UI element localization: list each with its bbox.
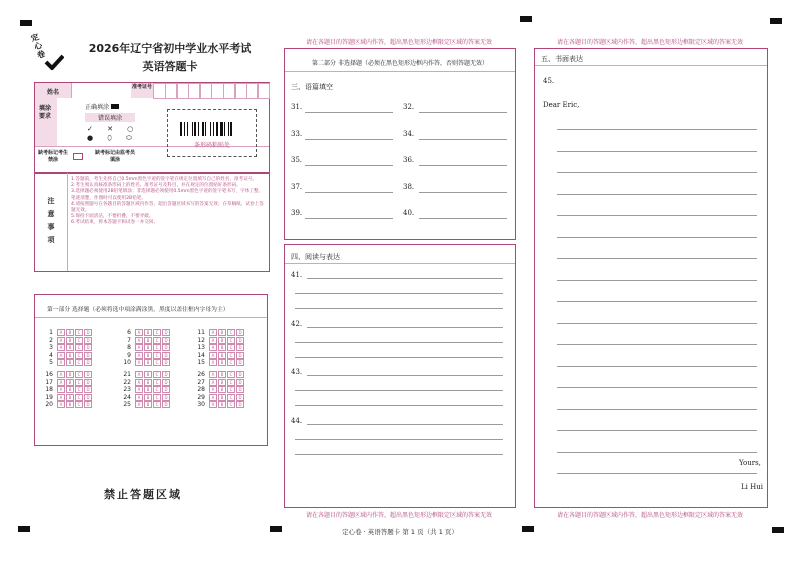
boundary-warning: 请在各题目的答题区域内作答，超出黑色矩形边框限定区域的答案无效: [556, 39, 743, 46]
choice-question-row: [195, 401, 245, 408]
choice-bubble[interactable]: B: [144, 337, 152, 344]
choice-bubble[interactable]: B: [66, 359, 74, 366]
registration-mark: [18, 526, 30, 532]
choice-question-number: 8: [127, 344, 131, 351]
choice-bubble[interactable]: A: [209, 386, 217, 393]
choice-question-number: 12: [197, 336, 205, 344]
exam-number-cell[interactable]: [257, 83, 270, 99]
choice-question-number: 27: [197, 378, 205, 386]
registration-mark: [522, 526, 534, 532]
choice-bubble[interactable]: D: [84, 329, 92, 336]
choice-bubble[interactable]: D: [236, 359, 244, 366]
exam-number-field[interactable]: [153, 83, 269, 98]
writing-line[interactable]: [557, 323, 757, 324]
choice-bubble[interactable]: C: [153, 401, 161, 408]
choice-bubble[interactable]: C: [153, 386, 161, 393]
choice-bubble[interactable]: A: [57, 359, 65, 366]
choice-bubble[interactable]: D: [84, 371, 92, 378]
choice-bubble[interactable]: D: [236, 394, 244, 401]
choice-question-row: [121, 394, 171, 401]
choice-question-row: [195, 359, 245, 366]
choice-question-number: 17: [45, 378, 53, 386]
registration-mark: [270, 526, 282, 532]
choice-bubble[interactable]: B: [66, 371, 74, 378]
choice-bubble[interactable]: A: [135, 371, 143, 378]
letter-greeting: Dear Eric,: [543, 101, 580, 109]
choice-bubble[interactable]: A: [57, 329, 65, 336]
choice-question-row: [195, 337, 245, 344]
choice-bubble[interactable]: A: [135, 329, 143, 336]
choice-question-row: [121, 352, 171, 359]
choice-bubble[interactable]: A: [57, 344, 65, 351]
choice-bubble[interactable]: D: [162, 329, 170, 336]
part2-title: 第二部分 非选择题（必须在黑色矩形边框内作答，否则答题无效）: [312, 60, 488, 67]
choice-question-number: 10: [123, 359, 131, 366]
choice-bubble[interactable]: D: [84, 401, 92, 408]
answer-line[interactable]: [295, 308, 503, 309]
question-number: 35.: [291, 156, 303, 164]
choice-question-row: [121, 359, 171, 366]
name-label: 姓名: [46, 89, 59, 96]
writing-line[interactable]: [557, 151, 757, 152]
choice-bubble[interactable]: D: [236, 344, 244, 351]
writing-line[interactable]: [557, 366, 757, 367]
choice-bubble[interactable]: C: [75, 379, 83, 386]
choice-question-row: [121, 401, 171, 408]
choice-question-number: 6: [127, 329, 131, 336]
card-subtitle: 英语答题卡: [142, 60, 198, 73]
writing-line[interactable]: [557, 258, 757, 259]
section5-block: [534, 48, 768, 508]
choice-bubble[interactable]: A: [209, 352, 217, 359]
question-number: 36.: [403, 156, 415, 164]
question-number: 37.: [291, 182, 303, 191]
answer-line[interactable]: [295, 439, 503, 440]
choice-question-number: 24: [123, 393, 131, 401]
choice-bubble[interactable]: A: [57, 379, 65, 386]
choice-bubble[interactable]: D: [162, 394, 170, 401]
choice-question-row: [121, 337, 171, 344]
choice-bubble[interactable]: B: [218, 371, 226, 378]
choice-bubble[interactable]: B: [144, 329, 152, 336]
letter-signature: Li Hui: [741, 483, 763, 491]
choice-question-row: [43, 371, 93, 378]
choice-bubble[interactable]: C: [75, 371, 83, 378]
choice-bubble[interactable]: D: [84, 394, 92, 401]
choice-question-row: [43, 386, 93, 393]
correct-fill-label: 正确填涂: [85, 102, 119, 111]
choice-bubble[interactable]: B: [144, 359, 152, 366]
choice-bubble[interactable]: A: [135, 344, 143, 351]
choice-bubble[interactable]: C: [75, 401, 83, 408]
writing-line[interactable]: [557, 430, 757, 431]
choice-question-number: 9: [127, 351, 131, 359]
choice-bubble[interactable]: C: [227, 352, 235, 359]
choice-bubble[interactable]: C: [227, 337, 235, 344]
letter-closing: Yours,: [739, 459, 761, 467]
choice-bubble[interactable]: B: [218, 329, 226, 336]
question-number: 43.: [291, 368, 303, 376]
choice-bubble[interactable]: C: [153, 337, 161, 344]
choice-bubble[interactable]: A: [135, 359, 143, 366]
choice-bubble[interactable]: D: [84, 359, 92, 366]
choice-bubble[interactable]: C: [227, 359, 235, 366]
section5-title: 五、书面表达: [541, 55, 583, 63]
choice-question-number: 3: [49, 344, 53, 351]
note-item: 6.考试结束，将本答题卡和试卷一并交回。: [71, 220, 159, 226]
choice-bubble[interactable]: C: [227, 394, 235, 401]
choice-question-number: 20: [45, 401, 53, 408]
choice-bubble[interactable]: B: [218, 386, 226, 393]
info-block: [34, 82, 270, 174]
choice-question-row: [43, 401, 93, 408]
question-number: 38.: [403, 182, 415, 191]
choice-bubble[interactable]: B: [144, 344, 152, 351]
choice-bubble[interactable]: B: [218, 394, 226, 401]
choice-question-row: [43, 329, 93, 336]
answer-line[interactable]: [305, 192, 393, 193]
choice-question-number: 13: [197, 344, 205, 351]
registration-mark: [770, 18, 782, 24]
brand-logo: 定心卷: [34, 32, 68, 74]
choice-bubble[interactable]: D: [236, 337, 244, 344]
choice-question-number: 26: [197, 371, 205, 378]
choice-bubble[interactable]: A: [135, 386, 143, 393]
choice-question-row: [121, 386, 171, 393]
choice-bubble[interactable]: A: [135, 394, 143, 401]
choice-bubble[interactable]: C: [75, 337, 83, 344]
answer-line[interactable]: [295, 293, 503, 294]
answer-line[interactable]: [307, 327, 503, 328]
choice-bubble[interactable]: C: [153, 344, 161, 351]
writing-line[interactable]: [557, 194, 757, 195]
choice-question-row: [43, 379, 93, 386]
choice-question-row: [43, 359, 93, 366]
choice-bubble[interactable]: A: [135, 352, 143, 359]
choice-bubble[interactable]: C: [75, 359, 83, 366]
note-item: 4.请按照题号在各题目的答题区域内作答，超出答题区域书写的答案无效；在草稿纸、试卷上答题无效。: [71, 201, 264, 214]
choice-bubble[interactable]: B: [66, 344, 74, 351]
choice-bubble[interactable]: C: [227, 371, 235, 378]
choice-bubble[interactable]: C: [153, 359, 161, 366]
choice-bubble[interactable]: C: [153, 394, 161, 401]
answer-line[interactable]: [419, 192, 507, 193]
page-footer: 定心卷 · 英语答题卡 第 1 页（共 1 页）: [342, 528, 458, 536]
choice-bubble[interactable]: D: [162, 337, 170, 344]
section4-title: 四、阅读与表达: [291, 253, 340, 261]
choice-bubble[interactable]: C: [75, 386, 83, 393]
registration-mark: [772, 527, 784, 533]
answer-line[interactable]: [307, 424, 503, 425]
choice-bubble[interactable]: D: [162, 344, 170, 351]
choice-bubble[interactable]: B: [66, 329, 74, 336]
choice-question-row: [195, 386, 245, 393]
writing-line[interactable]: [557, 301, 757, 302]
writing-line[interactable]: [557, 387, 757, 388]
question-number: 39.: [291, 209, 303, 217]
choice-bubble[interactable]: A: [57, 401, 65, 408]
writing-line[interactable]: [557, 452, 757, 453]
choice-question-number: 7: [127, 336, 131, 344]
choice-bubble[interactable]: B: [66, 401, 74, 408]
choice-question-row: [43, 394, 93, 401]
barcode-area: [167, 109, 257, 157]
choice-bubble[interactable]: A: [209, 344, 217, 351]
choice-question-row: [121, 371, 171, 378]
question-number: 33.: [291, 129, 303, 138]
question-number: 31.: [291, 103, 303, 111]
part1-choice-block: [34, 294, 268, 446]
writing-line[interactable]: [557, 129, 757, 130]
question-number: 45.: [543, 77, 555, 85]
choice-question-number: 29: [197, 393, 205, 401]
absent-checkbox[interactable]: [73, 153, 83, 160]
choice-bubble[interactable]: A: [135, 337, 143, 344]
choice-question-row: [195, 371, 245, 378]
note-item: 3.选择题必须使用2B铅笔填涂；非选择题必须使用0.5mm黑色字迹的签字笔书写，字体工整、笔迹清楚，作图时可以使用2B铅笔。: [71, 189, 264, 201]
question-number: 44.: [291, 416, 303, 425]
choice-question-row: [195, 352, 245, 359]
choice-bubble[interactable]: C: [227, 344, 235, 351]
registration-mark: [520, 16, 532, 22]
choice-question-number: 15: [197, 359, 205, 366]
choice-bubble[interactable]: C: [227, 379, 235, 386]
writing-line[interactable]: [557, 215, 757, 216]
choice-bubble[interactable]: B: [144, 394, 152, 401]
choice-bubble[interactable]: B: [66, 394, 74, 401]
section4-block: [284, 244, 516, 508]
choice-bubble[interactable]: C: [153, 329, 161, 336]
note-item: 2.考生须认真核准条形码上的姓名、准考证号及科目，并在规定的位置贴好条形码。: [71, 183, 241, 189]
forbidden-area-label: 禁止答题区域: [104, 488, 182, 501]
choice-question-number: 21: [123, 371, 131, 378]
exam-no-label: 准考证号: [131, 84, 152, 90]
answer-line[interactable]: [295, 454, 503, 455]
choice-bubble[interactable]: D: [236, 329, 244, 336]
answer-line[interactable]: [419, 139, 507, 140]
question-number: 34.: [403, 129, 415, 138]
choice-question-row: [43, 344, 93, 351]
name-field[interactable]: [71, 83, 132, 98]
choice-question-number: 11: [197, 329, 205, 336]
choice-question-row: [43, 337, 93, 344]
choice-question-number: 28: [197, 386, 205, 393]
choice-bubble[interactable]: A: [57, 352, 65, 359]
choice-bubble[interactable]: D: [162, 386, 170, 393]
choice-bubble[interactable]: A: [209, 379, 217, 386]
boundary-warning: 请在各题目的答题区域内作答，超出黑色矩形边框限定区域的答案无效: [556, 512, 743, 519]
question-number: 42.: [291, 319, 303, 328]
choice-bubble[interactable]: D: [162, 371, 170, 378]
writing-line[interactable]: [557, 473, 757, 474]
choice-bubble[interactable]: C: [153, 371, 161, 378]
choice-question-row: [195, 379, 245, 386]
section3-title: 三、语篇填空: [291, 83, 333, 91]
choice-bubble[interactable]: C: [75, 344, 83, 351]
answer-line[interactable]: [307, 278, 503, 279]
choice-bubble[interactable]: B: [144, 386, 152, 393]
choice-question-number: 16: [45, 371, 53, 378]
choice-bubble[interactable]: A: [57, 337, 65, 344]
choice-bubble[interactable]: A: [57, 386, 65, 393]
choice-question-number: 4: [49, 351, 53, 359]
choice-bubble[interactable]: B: [218, 337, 226, 344]
answer-line[interactable]: [419, 165, 507, 166]
choice-question-row: [43, 352, 93, 359]
choice-bubble[interactable]: B: [218, 401, 226, 408]
choice-bubble[interactable]: A: [209, 359, 217, 366]
answer-line[interactable]: [295, 390, 503, 391]
wrong-fill-label: 错误填涂: [85, 113, 135, 122]
fill-rules-label: 填涂要求: [39, 105, 52, 120]
choice-bubble[interactable]: B: [66, 337, 74, 344]
choice-grid: [35, 295, 267, 445]
section3-block: [284, 48, 516, 240]
boundary-warning: 请在各题目的答题区域内作答，超出黑色矩形边框限定区域的答案无效: [305, 512, 492, 519]
boundary-warning: 请在各题目的答题区域内作答，超出黑色矩形边框限定区域的答案无效: [305, 39, 492, 46]
answer-line[interactable]: [305, 139, 393, 140]
notes-block: [34, 172, 270, 272]
choice-question-row: [195, 344, 245, 351]
choice-bubble[interactable]: C: [75, 352, 83, 359]
choice-question-row: [195, 329, 245, 336]
choice-bubble[interactable]: D: [236, 401, 244, 408]
registration-mark: [20, 20, 32, 26]
answer-line[interactable]: [295, 342, 503, 343]
choice-question-row: [121, 329, 171, 336]
question-number: 40.: [403, 209, 415, 217]
question-number: 41.: [291, 271, 303, 279]
part1-title: 第一部分 选择题（必须将选中项涂满涂黑，黑度以盖住框内字母为主）: [47, 307, 229, 313]
choice-bubble[interactable]: D: [236, 379, 244, 386]
barcode-icon: [180, 122, 244, 136]
answer-line[interactable]: [307, 375, 503, 376]
note-item: 1.答题前，考生先将自己0.5mm黑色字迹的签字笔在规定位置填写自己的姓名、准考证号。: [71, 177, 258, 182]
choice-question-number: 2: [49, 336, 53, 344]
writing-line[interactable]: [557, 237, 757, 238]
choice-bubble[interactable]: C: [75, 329, 83, 336]
choice-question-row: [121, 344, 171, 351]
exam-title: 2026年辽宁省初中学业水平考试: [88, 42, 252, 55]
choice-question-row: [121, 379, 171, 386]
choice-bubble[interactable]: B: [66, 352, 74, 359]
choice-bubble[interactable]: B: [144, 371, 152, 378]
choice-question-number: 14: [197, 351, 205, 359]
choice-bubble[interactable]: B: [218, 379, 226, 386]
choice-bubble[interactable]: A: [209, 394, 217, 401]
choice-bubble[interactable]: A: [209, 337, 217, 344]
choice-bubble[interactable]: B: [218, 352, 226, 359]
choice-bubble[interactable]: D: [162, 401, 170, 408]
choice-bubble[interactable]: D: [162, 359, 170, 366]
wrong-fill-examples: ✓ ✕ ○ ● ⬯ ⬭: [87, 125, 140, 142]
choice-bubble[interactable]: A: [209, 329, 217, 336]
choice-bubble[interactable]: B: [144, 379, 152, 386]
choice-question-number: 18: [45, 386, 53, 393]
choice-bubble[interactable]: B: [218, 359, 226, 366]
choice-bubble[interactable]: D: [84, 352, 92, 359]
absent-mark-label: 缺考标记由监考员填涂: [95, 150, 136, 163]
choice-bubble[interactable]: D: [236, 352, 244, 359]
choice-bubble[interactable]: D: [84, 386, 92, 393]
choice-question-number: 22: [123, 378, 131, 386]
choice-bubble[interactable]: D: [84, 344, 92, 351]
choice-bubble[interactable]: C: [227, 386, 235, 393]
writing-line[interactable]: [557, 280, 757, 281]
note-item: 5.保持卡面清洁，不要折叠，不要弄破。: [71, 214, 154, 220]
choice-bubble[interactable]: D: [162, 352, 170, 359]
answer-line[interactable]: [295, 405, 503, 406]
choice-bubble[interactable]: B: [144, 401, 152, 408]
writing-line[interactable]: [557, 172, 757, 173]
question-number: 32.: [403, 103, 415, 111]
answer-line[interactable]: [305, 218, 393, 219]
barcode-label: 条形码粘贴处: [193, 142, 230, 149]
choice-bubble[interactable]: D: [84, 337, 92, 344]
choice-bubble[interactable]: B: [66, 386, 74, 393]
choice-question-number: 25: [123, 401, 131, 408]
choice-question-number: 30: [197, 401, 205, 408]
choice-bubble[interactable]: C: [153, 352, 161, 359]
choice-bubble[interactable]: B: [218, 344, 226, 351]
writing-line[interactable]: [557, 344, 757, 345]
choice-bubble[interactable]: C: [227, 401, 235, 408]
choice-question-number: 19: [45, 393, 53, 401]
choice-bubble[interactable]: D: [236, 386, 244, 393]
choice-bubble[interactable]: A: [209, 401, 217, 408]
choice-bubble[interactable]: A: [57, 394, 65, 401]
choice-question-number: 1: [49, 329, 53, 336]
choice-question-number: 5: [49, 359, 53, 366]
answer-line[interactable]: [305, 112, 393, 113]
answer-line[interactable]: [419, 218, 507, 219]
choice-question-number: 23: [123, 386, 131, 393]
choice-bubble[interactable]: C: [153, 379, 161, 386]
notes-label: 注意事项: [47, 197, 55, 244]
writing-line[interactable]: [557, 409, 757, 410]
absent-label: 缺考标记考生禁涂: [37, 150, 68, 163]
choice-bubble[interactable]: D: [84, 379, 92, 386]
choice-bubble[interactable]: D: [162, 379, 170, 386]
choice-bubble[interactable]: C: [227, 329, 235, 336]
choice-bubble[interactable]: A: [135, 379, 143, 386]
answer-line[interactable]: [295, 357, 503, 358]
choice-bubble[interactable]: D: [236, 371, 244, 378]
choice-bubble[interactable]: C: [75, 394, 83, 401]
notes-list: [71, 177, 265, 227]
choice-bubble[interactable]: B: [66, 379, 74, 386]
choice-bubble[interactable]: B: [144, 352, 152, 359]
answer-line[interactable]: [305, 165, 393, 166]
choice-bubble[interactable]: A: [57, 371, 65, 378]
answer-line[interactable]: [419, 112, 507, 113]
choice-bubble[interactable]: A: [209, 371, 217, 378]
choice-bubble[interactable]: A: [135, 401, 143, 408]
choice-question-row: [195, 394, 245, 401]
